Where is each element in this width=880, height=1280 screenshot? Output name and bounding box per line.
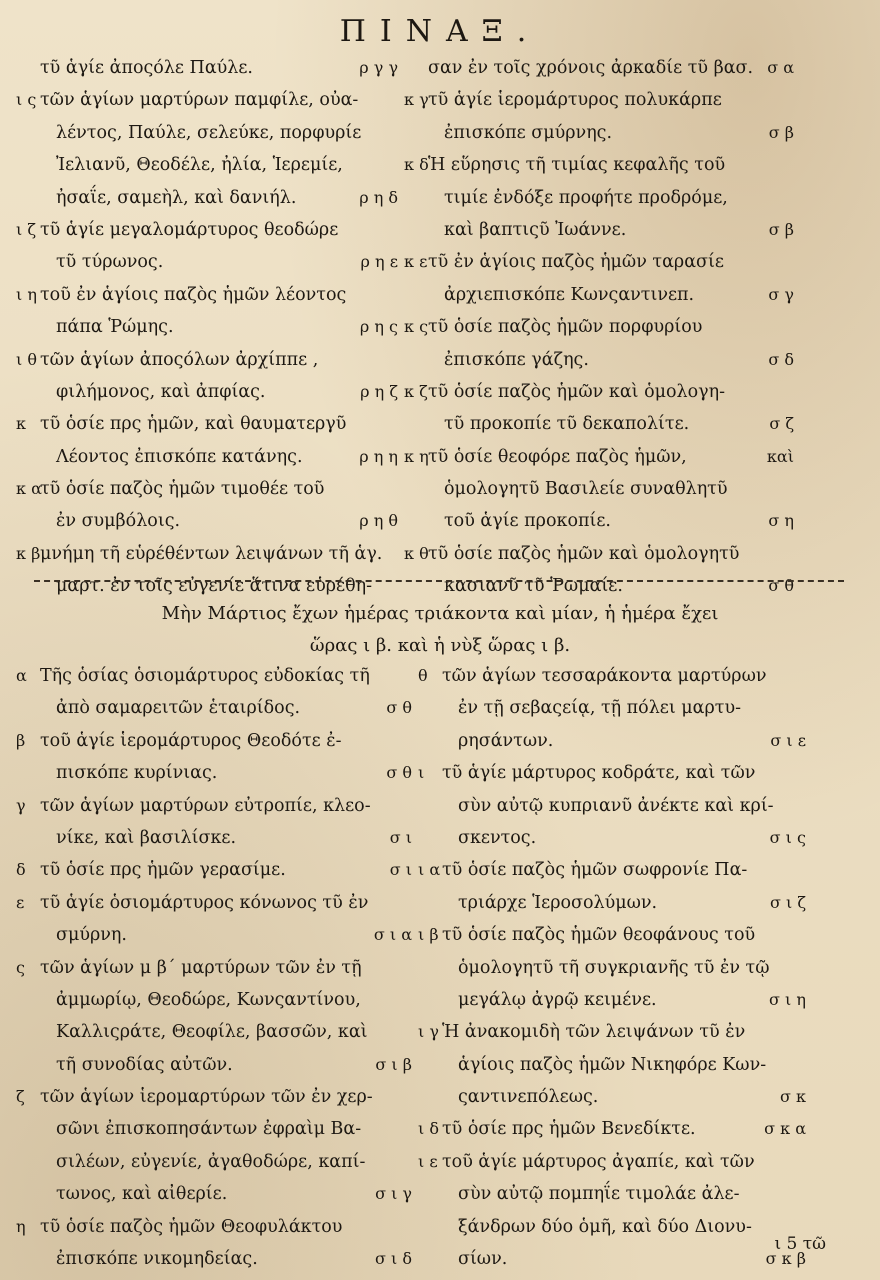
- entry-text: Καλλιςράτε, Θεοφίλε, βασσῶν, καὶ: [56, 1022, 368, 1043]
- bottom-right-column: [418, 660, 808, 1275]
- month-heading-line-1: Μὴν Μάρτιος ἔχων ἡμέρας τριάκοντα καὶ μίαν, ἡ ἡμέρα ἔχει: [161, 603, 719, 624]
- page-reference: σ ι: [389, 827, 412, 847]
- entry-text: τῦ ὁσίε θεοφόρε παζὸς ἡμῶν,: [428, 446, 687, 467]
- index-entry-line: [418, 952, 808, 984]
- entry-text: ςαντινεπόλεως.: [458, 1087, 599, 1108]
- day-number: ι ζ: [16, 219, 37, 239]
- entry-text: ἐν τῇ σεβαςείᾳ, τῇ πόλει μαρτυ-: [458, 698, 741, 719]
- index-entry-line: [404, 214, 796, 246]
- day-number: η: [16, 1216, 26, 1236]
- page-reference: σ ι α: [373, 925, 412, 945]
- index-entry-line: [16, 473, 400, 505]
- entry-text: σαν ἐν τοῖς χρόνοις ἀρκαδίε τῦ βασ.: [428, 58, 754, 78]
- index-entry-line: [16, 1113, 414, 1145]
- page-reference: ρ η ε: [360, 252, 398, 272]
- day-number: ι α: [418, 860, 441, 880]
- index-entry-line: [404, 117, 796, 149]
- entry-text: τῦ ὁσίε παζὸς ἡμῶν καὶ ὁμολογη-: [428, 381, 725, 402]
- index-entry-line: [16, 984, 414, 1016]
- index-entry-line: [418, 790, 808, 822]
- index-entry-line: [16, 149, 400, 181]
- entry-text: Λέοντος ἐπισκόπε κατάνης.: [56, 446, 303, 467]
- entry-text: τῆ συνοδίας αὐτῶν.: [56, 1054, 233, 1075]
- page-title: ΠΙΝΑΞ.: [339, 14, 541, 49]
- index-entry-line: [418, 1178, 808, 1210]
- entry-text: πάπα Ῥώμης.: [56, 317, 174, 338]
- index-entry-line: [418, 725, 808, 757]
- index-entry-line: [404, 441, 796, 473]
- index-entry-line: [16, 660, 414, 692]
- day-number: ς: [16, 957, 25, 977]
- entry-text: τῦ προκοπίε τῦ δεκαπολίτε.: [444, 414, 690, 435]
- entry-text: ξάνδρων δύο ὁμῆ, καὶ δύο Διονυ-: [458, 1216, 752, 1237]
- index-entry-line: [418, 1049, 808, 1081]
- day-number: β: [16, 730, 26, 750]
- page-reference: ρ η ς: [359, 317, 398, 337]
- entry-text: λέντος, Παύλε, σελεύκε, πορφυρίε: [56, 122, 362, 143]
- page-reference: ρ η ζ: [360, 381, 398, 401]
- page-reference: ρ η δ: [359, 187, 398, 207]
- entry-text: μνήμη τῆ εὑρέθέντων λειψάνων τῆ ἁγ.: [40, 543, 383, 564]
- index-entry-line: [418, 757, 808, 789]
- signature-mark: ι 5 τῶ: [774, 1234, 826, 1254]
- day-number: ι η: [16, 284, 37, 304]
- index-entry-line: [16, 279, 400, 311]
- index-entry-line: [418, 1113, 808, 1145]
- entry-text: ὁμολογητῦ τῆ συγκριανῆς τῦ ἐν τῷ: [458, 957, 770, 978]
- page-reference: σ κ α: [764, 1119, 806, 1139]
- index-entry-line: [16, 344, 400, 376]
- index-entry-line: [16, 725, 414, 757]
- index-entry-line: [16, 790, 414, 822]
- index-entry-line: [16, 408, 400, 440]
- index-entry-line: [16, 1049, 414, 1081]
- page-reference: σ θ: [386, 698, 412, 718]
- top-left-column: [16, 52, 400, 603]
- day-number: κ θ: [404, 543, 429, 563]
- index-entry-line: [418, 1211, 808, 1243]
- index-entry-line: [404, 246, 796, 278]
- entry-text: τῦ ὁσίε παζὸς ἡμῶν θεοφάνους τοῦ: [442, 925, 756, 946]
- entry-text: τῦ ὁσίε πρς ἡμῶν Βενεδίκτε.: [442, 1119, 696, 1140]
- page-reference: σ β: [768, 219, 794, 239]
- index-entry-line: [404, 473, 796, 505]
- entry-text: ἀμμωρίῳ, Θεοδώρε, Κωνςαντίνου,: [56, 989, 361, 1010]
- entry-text: ἀπὸ σαμαρειτῶν ἑταιρίδος.: [56, 698, 301, 719]
- day-number: ε: [16, 892, 25, 912]
- day-number: ι γ: [418, 1022, 439, 1042]
- entry-text: καὶ βαπτιςῦ Ἰωάννε.: [444, 219, 627, 240]
- page-reference: σ ι: [389, 860, 412, 880]
- entry-text: τῦ ὁσίε πρς ἡμῶν γερασίμε.: [40, 860, 286, 881]
- entry-text: τῶν ἁγίων τεσσαράκοντα μαρτύρων: [442, 666, 767, 686]
- index-entry-line: [404, 538, 796, 570]
- bottom-left-column: [16, 660, 414, 1275]
- index-entry-line: [16, 311, 400, 343]
- index-entry-line: [404, 84, 796, 116]
- day-number: γ: [16, 795, 26, 815]
- entry-text: τοῦ ἐν ἁγίοις παζὸς ἡμῶν λέοντος: [40, 284, 347, 305]
- index-entry-line: [16, 822, 414, 854]
- entry-text: τῦ ἁγίε ἀποςόλε Παύλε.: [40, 58, 253, 78]
- day-number: ι ε: [418, 1151, 438, 1171]
- page-reference: ρ η η: [359, 446, 398, 466]
- page-reference: σ ι η: [769, 989, 806, 1009]
- entry-text: Ἡ ἀνακομιδὴ τῶν λειψάνων τῦ ἐν: [442, 1022, 746, 1043]
- entry-text: κασιανῦ τῦ Ῥωμαίε.: [444, 576, 623, 597]
- index-entry-line: [16, 441, 400, 473]
- month-heading-line-2: ὥρας ι β. καὶ ἡ νὺξ ὥρας ι β.: [309, 635, 571, 656]
- index-entry-line: [404, 344, 796, 376]
- entry-text: τῦ ἁγίε μεγαλομάρτυρος θεοδώρε: [40, 219, 339, 240]
- index-entry-line: [16, 1081, 414, 1113]
- day-number: θ: [418, 666, 428, 685]
- page-reference: σ θ: [768, 576, 794, 596]
- entry-text: σκεντος.: [458, 827, 537, 848]
- entry-text: τῦ ἁγίε ἱερομάρτυρος πολυκάρπε: [428, 90, 722, 111]
- index-entry-line: [404, 376, 796, 408]
- entry-text: τῦ ὁσίε παζὸς ἡμῶν τιμοθέε τοῦ: [40, 479, 325, 500]
- entry-text: σῶνι ἐπισκοπησάντων ἐφραὶμ Βα-: [56, 1119, 362, 1140]
- index-entry-line: [16, 952, 414, 984]
- entry-text: ἁγίοις παζὸς ἡμῶν Νικηφόρε Κων-: [458, 1054, 767, 1075]
- section-divider: [34, 580, 844, 582]
- index-entry-line: [418, 1146, 808, 1178]
- page-reference: σ η: [768, 511, 794, 531]
- day-number: κ δ: [404, 155, 429, 175]
- day-number: α: [16, 666, 27, 685]
- page-reference: σ ι β: [375, 1054, 412, 1074]
- entry-text: τῦ ὁσίε πρς ἡμῶν, καὶ θαυματεργῦ: [40, 414, 347, 435]
- day-number: κ η: [404, 446, 429, 466]
- entry-text: σὺν αὐτῷ πομπηΐε τιμολάε ἀλε-: [458, 1184, 740, 1205]
- entry-text: ἐν συμβόλοις.: [56, 511, 181, 532]
- day-number: ι ς: [16, 90, 37, 110]
- page-reference: σ γ: [768, 284, 794, 304]
- index-entry-line: [404, 52, 796, 84]
- entry-text: τριάρχε Ἱεροσολύμων.: [458, 892, 658, 913]
- day-number: ι δ: [418, 1119, 439, 1139]
- entry-text: ἀρχιεπισκόπε Κωνςαντινεπ.: [444, 284, 695, 305]
- entry-text: μαρτ. ἐν τοῖς εὐγενίε ἅτινα εὑρέθη-: [56, 576, 373, 597]
- page-reference: σ θ: [386, 763, 412, 783]
- entry-text: Ἰελιανῦ, Θεοδέλε, ἠλία, Ἱερεμίε,: [56, 155, 343, 176]
- index-entry-line: [418, 919, 808, 951]
- index-entry-line: [404, 149, 796, 181]
- page-reference: σ β: [768, 122, 794, 142]
- day-number: ι θ: [16, 349, 37, 369]
- month-heading: [40, 598, 840, 662]
- index-entry-line: [16, 919, 414, 951]
- entry-text: τῦ ὁσίε παζὸς ἡμῶν καὶ ὁμολογητῦ: [428, 543, 740, 564]
- index-entry-line: [16, 1178, 414, 1210]
- index-entry-line: [418, 660, 808, 692]
- index-entry-line: [418, 984, 808, 1016]
- entry-text: ἐπισκόπε νικομηδείας.: [56, 1249, 258, 1270]
- entry-text: τῶν ἁγίων ἀποςόλων ἀρχίππε ,: [40, 349, 319, 370]
- entry-text: τοῦ ἁγίε ἱερομάρτυρος Θεοδότε ἐ-: [40, 730, 342, 751]
- entry-text: τῦ ἁγίε μάρτυρος κοδράτε, καὶ τῶν: [442, 763, 756, 784]
- entry-text: σὺν αὐτῷ κυπριανῦ ἀνέκτε καὶ κρί-: [458, 795, 774, 816]
- entry-text: τῶν ἁγίων μ β΄ μαρτύρων τῶν ἐν τῇ: [40, 957, 362, 978]
- day-number: κ ς: [404, 317, 429, 337]
- index-entry-line: [418, 1081, 808, 1113]
- index-entry-line: [16, 214, 400, 246]
- page-reference: σ ζ: [769, 414, 794, 434]
- entry-text: τῦ τύρωνος.: [56, 252, 164, 273]
- index-entry-line: [16, 376, 400, 408]
- index-entry-line: [418, 854, 808, 886]
- entry-text: σμύρνη.: [56, 925, 127, 946]
- top-right-column: [404, 52, 796, 603]
- index-entry-line: [418, 822, 808, 854]
- entry-text: φιλήμονος, καὶ ἀπφίας.: [56, 381, 266, 402]
- page-reference: σ ι ε: [770, 730, 806, 750]
- page-reference: σ ι δ: [375, 1249, 412, 1269]
- entry-text: ὁμολογητῦ Βασιλείε συναθλητῦ: [444, 479, 728, 500]
- entry-text: ἠσαΐε, σαμεὴλ, καὶ δανιήλ.: [56, 187, 297, 208]
- page-reference: ρ γ γ: [359, 58, 398, 77]
- index-entry-line: [16, 887, 414, 919]
- entry-text: μεγάλῳ ἀγρῷ κειμένε.: [458, 989, 657, 1010]
- index-entry-line: [16, 52, 400, 84]
- day-number: κ ε: [404, 252, 428, 272]
- entry-text: τῶν ἁγίων ἱερομαρτύρων τῶν ἐν χερ-: [40, 1087, 373, 1108]
- index-entry-line: [404, 505, 796, 537]
- entry-text: Ἡ εὕρησις τῆ τιμίας κεφαλῆς τοῦ: [428, 155, 726, 176]
- day-number: κ: [16, 414, 26, 434]
- index-entry-line: [404, 279, 796, 311]
- index-entry-line: [16, 1211, 414, 1243]
- entry-text: σιλέων, εὐγενίε, ἀγαθοδώρε, καπί-: [56, 1151, 366, 1172]
- day-number: ι: [418, 763, 425, 783]
- entry-text: τοῦ ἁγίε μάρτυρος ἀγαπίε, καὶ τῶν: [442, 1151, 755, 1172]
- day-number: κ α: [16, 479, 42, 499]
- page-reference: σ δ: [768, 349, 794, 369]
- index-entry-line: [16, 1016, 414, 1048]
- entry-text: τῦ ἐν ἁγίοις παζὸς ἡμῶν ταρασίε: [428, 252, 724, 273]
- index-entry-line: [16, 757, 414, 789]
- index-entry-line: [16, 1146, 414, 1178]
- entry-text: τῶν ἁγίων μαρτύρων εὐτροπίε, κλεο-: [40, 795, 371, 816]
- index-entry-line: [418, 887, 808, 919]
- entry-text: τοῦ ἁγίε προκοπίε.: [444, 511, 611, 532]
- index-entry-line: [16, 1243, 414, 1275]
- index-entry-line: [404, 408, 796, 440]
- page-reference: ρ η θ: [359, 511, 398, 531]
- page-reference: σ ι ζ: [769, 892, 806, 912]
- entry-text: τῶν ἁγίων μαρτύρων παμφίλε, οὐα-: [40, 90, 359, 111]
- page-reference: σ α: [767, 58, 794, 77]
- entry-text: τῦ ὁσίε παζὸς ἡμῶν πορφυρίου: [428, 317, 703, 338]
- index-entry-line: [418, 692, 808, 724]
- index-entry-line: [16, 854, 414, 886]
- index-entry-line: [16, 538, 400, 570]
- day-number: κ ζ: [404, 381, 428, 401]
- index-entry-line: [16, 117, 400, 149]
- index-entry-line: [16, 505, 400, 537]
- page-reference: σ ι γ: [375, 1184, 412, 1204]
- day-number: δ: [16, 860, 26, 880]
- index-entry-line: [16, 692, 414, 724]
- entry-text: τῦ ἁγίε ὁσιομάρτυρος κόνωνος τῦ ἐν: [40, 892, 369, 913]
- day-number: ι β: [418, 925, 439, 945]
- entry-text: τῦ ὁσίε παζὸς ἡμῶν σωφρονίε Πα-: [442, 860, 748, 881]
- entry-text: Τῆς ὁσίας ὁσιομάρτυρος εὐδοκίας τῆ: [40, 666, 370, 686]
- index-entry-line: [16, 84, 400, 116]
- index-entry-line: [418, 1016, 808, 1048]
- day-number: κ γ: [404, 90, 429, 110]
- page-reference: σ ι ς: [769, 827, 806, 847]
- index-entry-line: [404, 311, 796, 343]
- entry-text: ἐπισκόπε σμύρνης.: [444, 122, 613, 143]
- entry-text: τῦ ὁσίε παζὸς ἡμῶν Θεοφυλάκτου: [40, 1216, 343, 1237]
- page-reference: καὶ: [766, 446, 794, 466]
- entry-text: σίων.: [458, 1249, 508, 1270]
- index-entry-line: [16, 246, 400, 278]
- entry-text: ρησάντων.: [458, 730, 554, 751]
- day-number: ζ: [16, 1087, 25, 1107]
- page-reference: σ κ: [779, 1087, 806, 1107]
- index-entry-line: [418, 1243, 808, 1275]
- index-entry-line: [404, 182, 796, 214]
- entry-text: τιμίε ἐνδόξε προφήτε προδρόμε,: [444, 187, 728, 208]
- entry-text: τωνος, καὶ αἰθερίε.: [56, 1184, 228, 1205]
- entry-text: ἐπισκόπε γάζης.: [444, 349, 589, 370]
- index-entry-line: [16, 182, 400, 214]
- day-number: κ β: [16, 543, 41, 563]
- entry-text: νίκε, καὶ βασιλίσκε.: [56, 827, 237, 848]
- page-reference: σ κ β: [765, 1249, 806, 1269]
- entry-text: πισκόπε κυρίνιας.: [56, 763, 218, 784]
